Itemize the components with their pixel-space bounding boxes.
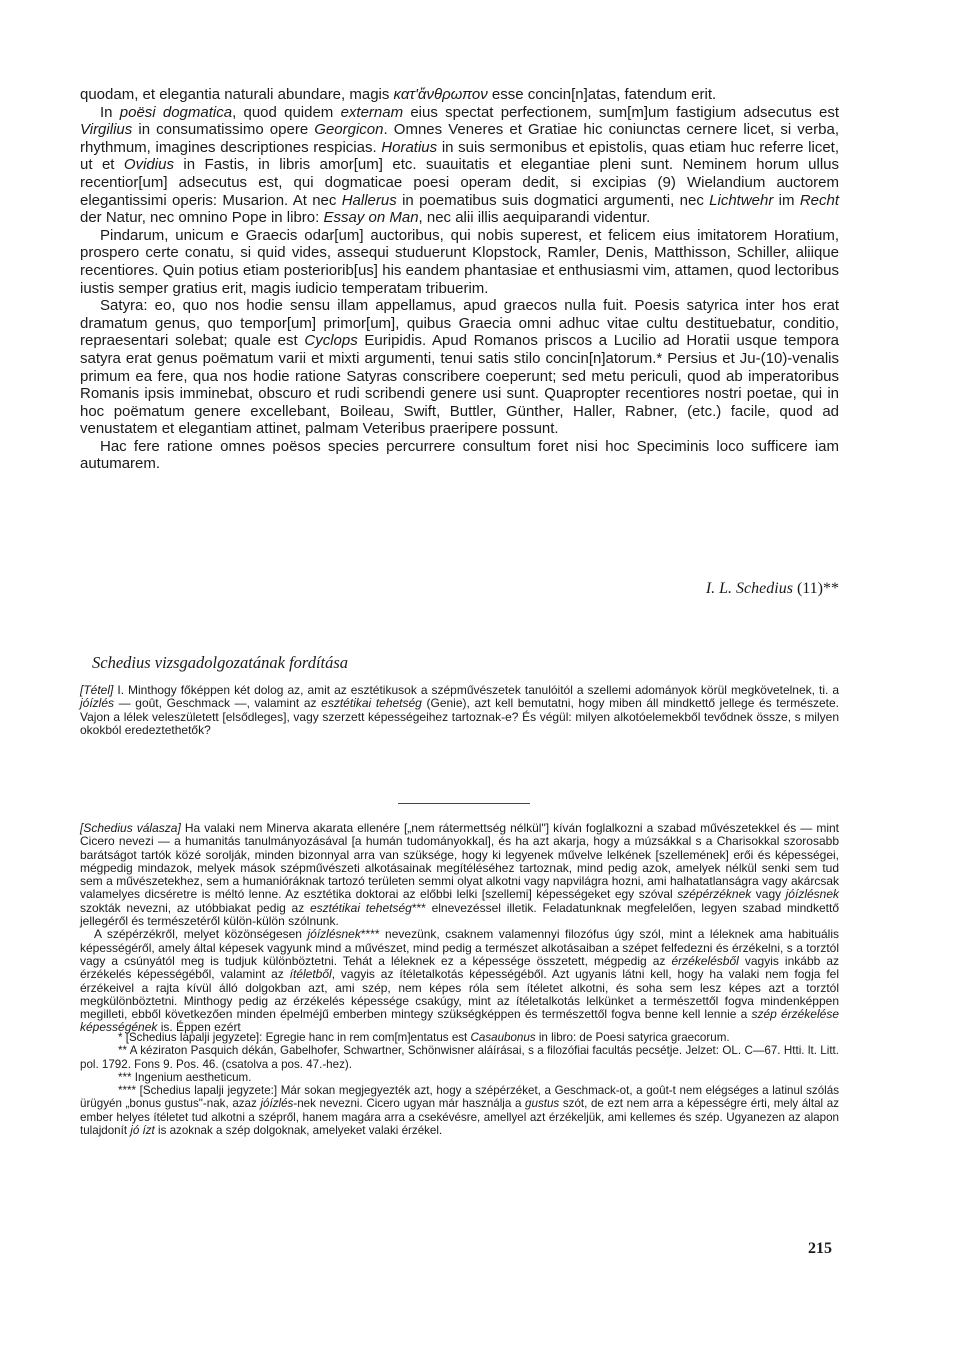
latin-text <box>80 86 839 473</box>
paragraph: Satyra: eo, quo nos hodie sensu illam appellamus, apud graecos nulla fuit. Poesis satyrica inter hos erat dramatum genus, quo tempor[um] primor[um], quibus Graecia omni adhuc vitae cultu destituebatur, conditio, repraesentari solebat; quale est Cyclops Euripidis. Apud Romanos priscos a Lucilio ad Horatii usque tempora satyra erat genus poëmatum varii et mixti argumenti, tenui satis stilo concin[n]atorum.* Persius et Ju-(10)-venalis primum ea fere, qua nos hodie ratione Satyras conscribere coeperunt; sed metu periculi, quod ab imperatoribus Romanis ipsis imminebat, obscuro et rudi scribendi genere usi sunt. Quapropter recentiores nostri poetae, qui in hoc poëmatum genere excellebant, Boileau, Swift, Buttler, Günther, Haller, Rabner, (etc.) facile, quod ad venustatem et elegantiam attinet, palmam Veteribus praeripere possunt. <box>80 297 839 438</box>
divider <box>398 803 530 804</box>
paragraph: A szépérzékről, melyet közönségesen jóízlésnek**** nevezünk, csaknem valamennyi filozófus úgy szól, mint a léleknek ama habituális képességéről, amely által képesek vagyunk mind a művészet, mind pedig a természet alkotásaiban a szépet felfedezni és érzékelni, s a torztól vagy a csúnyától meg is tudjuk különböztetni. Tehát a léleknek ez a képessége összetett, mégpedig az érzékelésből vagyis inkább az érzékelés képességéből, valamint az ítéletből, vagyis az ítéletalkotás képességéből. Azt ugyanis látni kell, hogy ha valaki nem fogja fel érzékeivel a rajta kívül álló dolgokban azt, ami szép, nem képes róla sem ítéletet alkotni, és soha sem lesz képes azt a torztól megkülönböztetni. Minthogy pedig az érzékelés képessége csakúgy, mint az ítéletalkotás lelkünket a természettől fogva mindenképpen megilleti, ebből következően minden épelméjű emberben mintegy szükségképpen és természettől fogva benne kell lennie a szép érzékelése képességének is. Éppen ezért <box>80 927 840 1035</box>
paragraph: [Tétel] I. Minthogy főképpen két dolog az, amit az esztétikusok a szépművészetek tanulóitól a szellemi adományok körül megkövetelnek, ti. a jóízlés — goût, Geschmack —, valamint az esztétikai tehetség (Genie), azt kell bemutatni, hogy miben áll mindkettő jellege és természete. Vajon a lélek veleszületett [elsődleges], vagy szerzett képességeihez tartoznak-e? És végül: milyen alkotóelemekből tevődnek össze, s milyen okokból eredeztethetők? <box>80 683 839 737</box>
footnote: * [Schedius lapalji jegyzete]: Egregie hanc in rem com[m]entatus est Casaubonus in libro: de Poesi satyrica graecorum. <box>118 1031 730 1044</box>
paragraph: In poësi dogmatica, quod quidem externam eius spectat perfectionem, sum[m]um fastigium adsecutus est Virgilius in consumatissimo opere Georgicon. Omnes Veneres et Gratiae hic coniunctas cernere licet, si verba, rhythmum, imagines descriptiones respicias. Horatius in suis sermonibus et epistolis, quas etiam huc referre licet, ut et Ovidius in Fastis, in libris amor[um] etc. suauitatis et elegantiae pleni sunt. Neminem horum ullus recentior[um] adsecutus est, qui dogmaticae poesi operam dedit, si excipias (9) Wielandium auctorem elegantissimi operis: Musarion. At nec Hallerus in poematibus suis dogmatici argumenti, nec Lichtwehr im Recht der Natur, nec omnino Pope in libro: Essay on Man, nec alii illis aequiparandi videntur. <box>80 103 839 227</box>
footnotes <box>80 1031 839 1137</box>
section-title: Schedius vizsgadolgozatának fordítása <box>92 653 349 672</box>
paragraph: Pindarum, unicum e Graecis odar[um] auctoribus, qui nobis superest, et felicem eius imitatorem Horatium, prospero certe conatu, si quid vides, assequi studuerunt Klopstock, Ramler, Denis, Matthisson, Schiller, aliique recentiores. Quin potius etiam posteriorib[us] his eandem phantasiae et enthusiasmi vim, attamen, quod lectoribus iustis semper gratius erit, magis iudicio temperatam tribuerim. <box>80 226 839 297</box>
footnote: *** Ingenium aestheticum. <box>118 1070 252 1084</box>
signature: I. L. Schedius (11)** <box>705 580 839 597</box>
footnote: **** [Schedius lapalji jegyzete:] Már sokan megjegyezték azt, hogy a szépérzéket, a Geschmack-ot, a goût-t nem elégséges a latinul szólás ürügyén „bonus gustus"-nak, azaz jóízlés-nek nevezni. Cicero ugyan már használja a gustus szót, de ezt nem arra a képességre érti, mely által az ember helyes ítéletet tud alkotni a szépről, hanem magára arra a csekévésre, amellyel azt érzékeljük, ami kellemes és szép. Ugyanezen az alapon tulajdonít jó ízt is azoknak a szép dolgoknak, amelyeket valaki érzékel. <box>80 1084 839 1138</box>
valasz-text <box>80 822 839 1035</box>
paragraph: Hac fere ratione omnes poësos species percurrere consultum foret nisi hoc Speciminis loco sufficere iam autumarem. <box>80 437 839 473</box>
tetel-text <box>80 684 839 737</box>
page-number: 215 <box>808 1240 832 1257</box>
footnote: ** A kéziraton Pasquich dékán, Gabelhofer, Schwartner, Schönwisner aláírásai, s a filozófiai facultás pecsétje. Jelzet: OL. C—67. Htti. lt. Litt. pol. 1792. Fons 9. Pos. 46. (csatolva a pos. 47.-hez). <box>80 1044 839 1071</box>
paragraph: [Schedius válasza] Ha valaki nem Minerva akarata ellenére [„nem rátermettség nélkül"] kíván foglalkozni a szabad művészetekkel és — mint Cicero nevezi — a humanitás tanulmányozásával [a humán tudományokkal], és ha azt akarja, hogy a múzsákkal s a Charisokkal szorosabb barátságot tartók közé sorolják, minden bizonnyal arra van szüksége, hogy ki legyenek művelve lelkének [szellemének] erői és képességei, mégpedig mindazok, melyek mások szépművészeti alkotásainak megítéléséhez tartoznak, mind pedig azok, amelyek nélkül senki sem tud sem a művészetekhez, sem a humanióráknak tartozó területen semmi olyat alkotni vagy napvilágra hozni, ami halhatatlanságra vagy akárcsak valamelyes dicséretre is méltó lenne. Az esztétika doktorai az előbbi lelki [szellemi] képességeket egy szóval szépérzéknek vagy jóízlésnek szokták nevezni, az utóbbiakat pedig az esztétikai tehetség*** elnevezéssel illetik. Feladatunknak megfelelően, legyen szabad mindkettő jellegéről és természetéről külön-külön szólnunk. <box>80 821 840 929</box>
paragraph: quodam, et elegantia naturali abundare, magis κατ'ἄνθρωπον esse concin[n]atas, fatendum erit. <box>80 86 717 103</box>
